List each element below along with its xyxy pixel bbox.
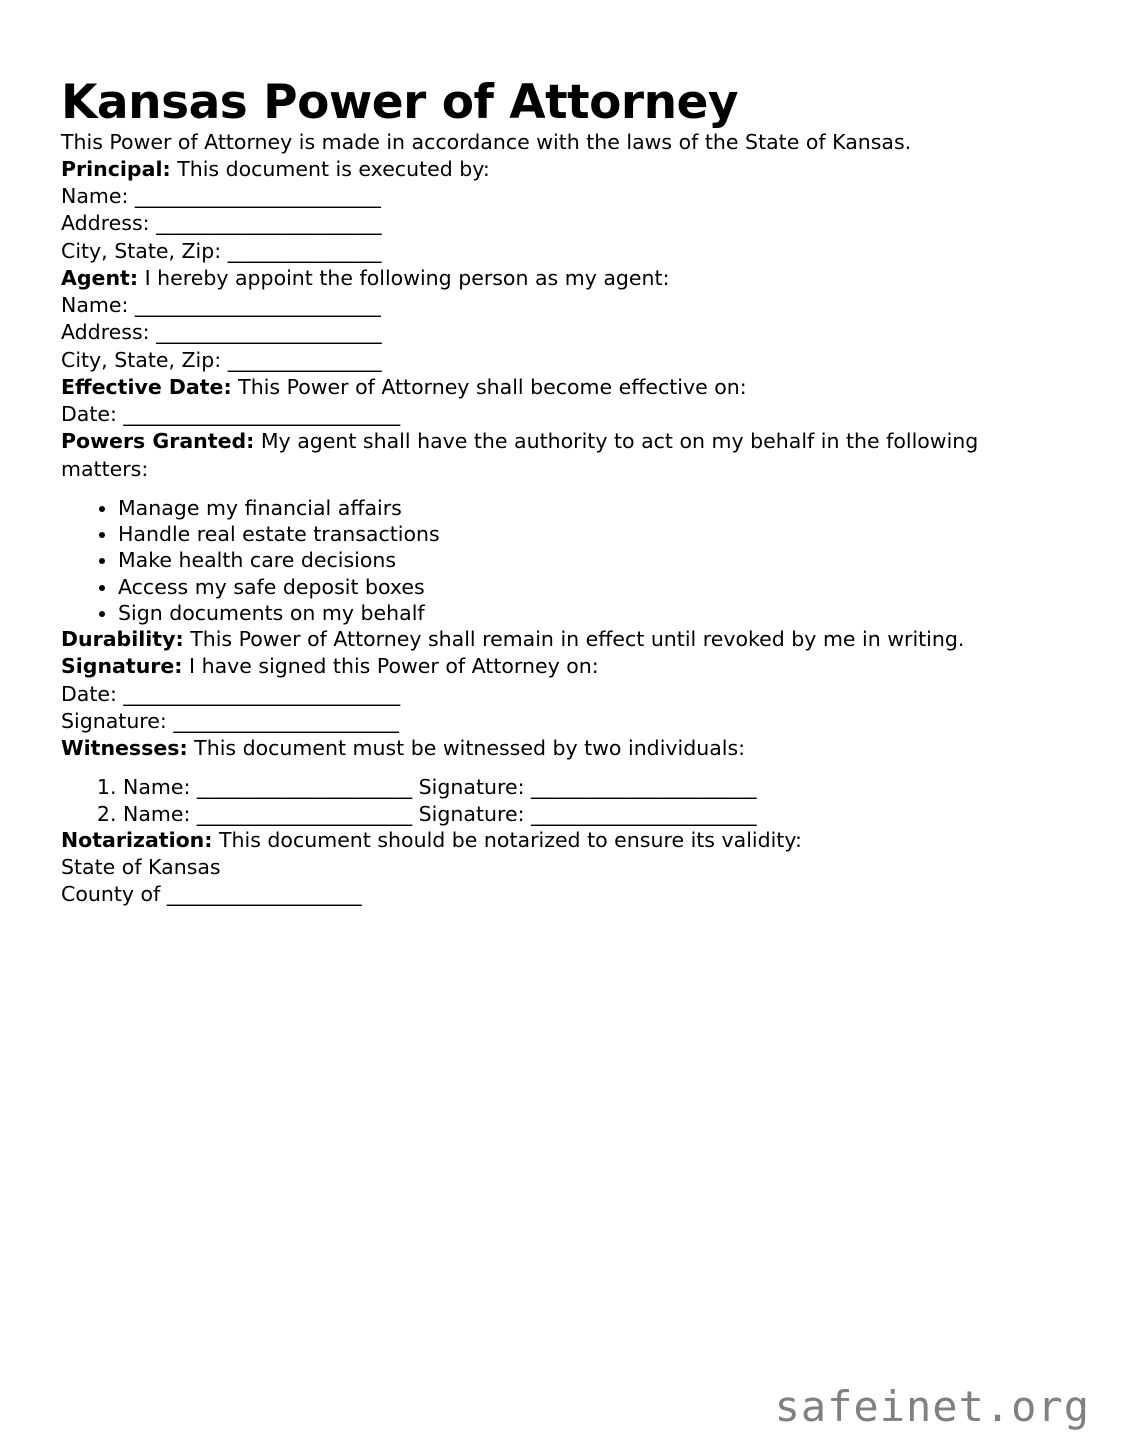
list-item: • Handle real estate transactions	[118, 521, 1063, 547]
list-item: • Manage my financial affairs	[118, 495, 1063, 521]
durability-text: This Power of Attorney shall remain in effect until revoked by me in writing.	[183, 627, 965, 652]
notarization-label: Notarization:	[61, 827, 213, 852]
agent-address-blank[interactable]: ______________________	[156, 320, 382, 345]
intro-paragraph: This Power of Attorney is made in accordance with the laws of the State of Kansas.	[61, 129, 912, 154]
list-item[interactable]: 1. Name: _____________________ Signature: ______________________	[123, 774, 1063, 800]
principal-citystatezip-field	[61, 238, 1063, 265]
effective-date-blank[interactable]: ___________________________	[123, 402, 401, 427]
agent-heading	[61, 265, 1063, 292]
list-item[interactable]: 2. Name: _____________________ Signature: ______________________	[123, 801, 1063, 827]
agent-citystatezip-label: City, State, Zip:	[61, 347, 228, 372]
witnesses-list	[61, 774, 1063, 826]
signature-line-field	[61, 708, 1063, 735]
witnesses-label: Witnesses:	[61, 736, 188, 761]
signature-line-blank[interactable]: ______________________	[173, 708, 399, 733]
signature-date-label: Date:	[61, 681, 124, 706]
county-blank[interactable]: ___________________	[166, 882, 362, 907]
county-field	[61, 881, 1063, 908]
principal-name-blank[interactable]: ________________________	[134, 184, 381, 209]
powers-granted-heading	[61, 428, 1063, 483]
principal-name-field	[61, 183, 1063, 210]
agent-text: I hereby appoint the following person as my agent:	[138, 265, 670, 290]
agent-citystatezip-blank[interactable]: _______________	[227, 347, 382, 372]
principal-citystatezip-label: City, State, Zip:	[61, 238, 228, 263]
agent-label: Agent:	[61, 265, 139, 290]
site-watermark: safeinet.org	[774, 1382, 1090, 1431]
agent-name-blank[interactable]: ________________________	[134, 293, 381, 318]
powers-granted-text: My agent shall have the authority to act on my behalf in the following matters:	[61, 429, 979, 481]
effective-date-field-label: Date:	[61, 402, 124, 427]
principal-address-blank[interactable]: ______________________	[156, 211, 382, 236]
agent-address-label: Address:	[61, 320, 157, 345]
powers-granted-label: Powers Granted:	[61, 429, 255, 454]
agent-address-field	[61, 319, 1063, 346]
signature-text: I have signed this Power of Attorney on:	[182, 654, 599, 679]
signature-line-label: Signature:	[61, 708, 174, 733]
effective-date-label: Effective Date:	[61, 374, 232, 399]
effective-date-text: This Power of Attorney shall become effective on:	[231, 374, 747, 399]
page-title: Kansas Power of Attorney	[61, 75, 739, 130]
effective-date-field	[61, 401, 1063, 428]
powers-granted-list	[61, 495, 1063, 626]
list-item: • Make health care decisions	[118, 547, 1063, 573]
durability-heading	[61, 626, 1063, 653]
notarization-text: This document should be notarized to ensure its validity:	[212, 827, 802, 852]
signature-date-blank[interactable]: ___________________________	[123, 681, 401, 706]
durability-label: Durability:	[61, 627, 184, 652]
principal-address-label: Address:	[61, 211, 157, 236]
principal-citystatezip-blank[interactable]: _______________	[227, 238, 382, 263]
principal-text: This document is executed by:	[170, 156, 490, 181]
effective-date-heading	[61, 374, 1063, 401]
agent-citystatezip-field	[61, 347, 1063, 374]
agent-name-field	[61, 292, 1063, 319]
witnesses-text: This document must be witnessed by two individuals:	[187, 736, 746, 761]
principal-label: Principal:	[61, 156, 171, 181]
list-item: • Sign documents on my behalf	[118, 600, 1063, 626]
signature-heading	[61, 653, 1063, 680]
agent-name-label: Name:	[61, 293, 135, 318]
state-of-kansas-line: State of Kansas	[61, 855, 221, 880]
county-label: County of	[61, 882, 167, 907]
signature-label: Signature:	[61, 654, 183, 679]
principal-name-label: Name:	[61, 184, 135, 209]
signature-date-field	[61, 681, 1063, 708]
principal-heading	[61, 156, 1063, 183]
principal-address-field	[61, 210, 1063, 237]
witnesses-heading	[61, 735, 1063, 762]
notarization-heading	[61, 827, 1063, 854]
list-item: • Access my safe deposit boxes	[118, 574, 1063, 600]
